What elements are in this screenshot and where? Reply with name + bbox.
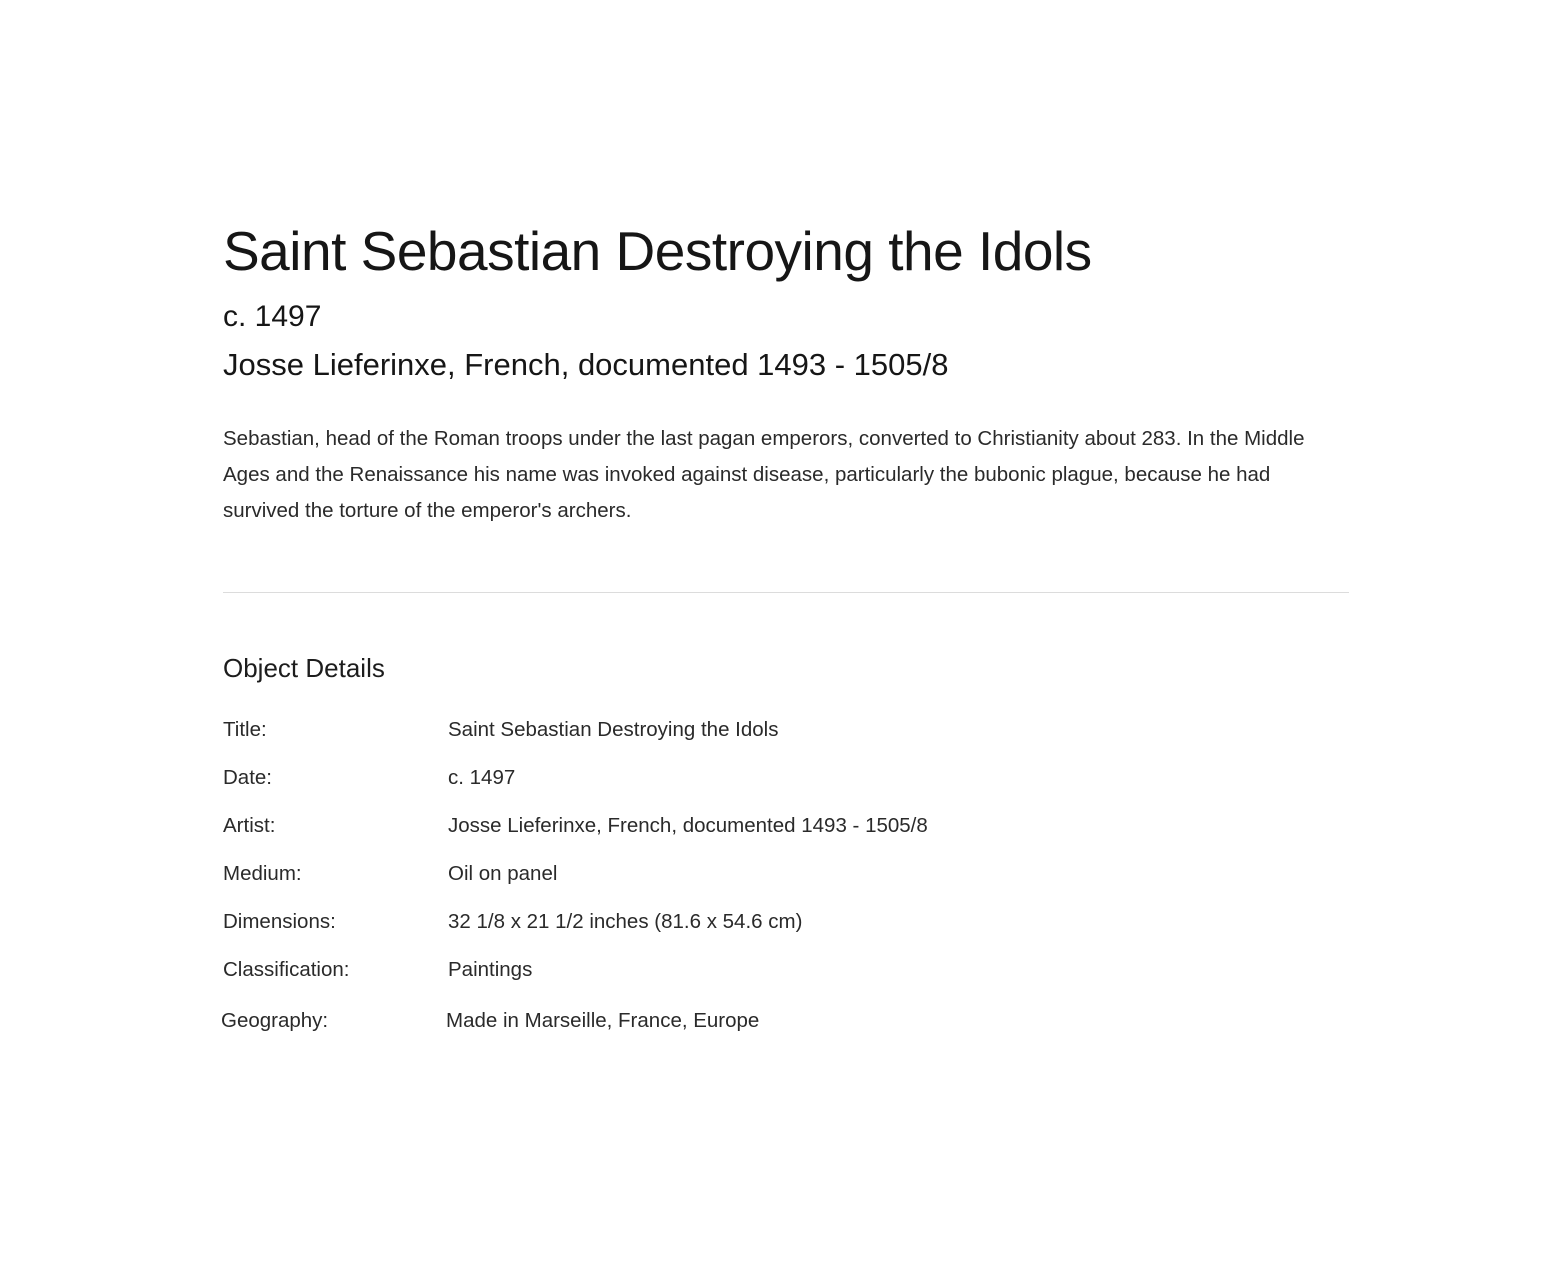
page-title: Saint Sebastian Destroying the Idols [223,220,1092,282]
artwork-page [221,215,1349,1032]
artwork-date: c. 1497 [223,300,322,333]
detail-value: Made in Marseille, France, Europe [446,1009,760,1032]
detail-row-classification [223,952,1349,1000]
detail-row-date [223,760,1349,808]
detail-label: Dimensions: [223,910,336,933]
detail-label: Title: [223,718,267,741]
detail-row-artist [223,808,1349,856]
detail-label: Geography: [221,1009,329,1032]
detail-label: Classification: [223,958,350,981]
detail-label: Date: [223,766,272,789]
artwork-description: Sebastian, head of the Roman troops under the last pagan emperors, converted to Christianity about 283. In the Middle Ages and the Renaissance his name was invoked against disease, particularly the bubonic plague, because he had survived the torture of the emperor's archers. [223,427,1305,522]
detail-row-title [223,712,1349,760]
object-details-list [223,712,1349,1051]
detail-value: c. 1497 [448,766,516,789]
detail-value: Saint Sebastian Destroying the Idols [448,718,779,741]
detail-row-medium [223,856,1349,904]
detail-row-geography [221,1003,1349,1051]
detail-value: Oil on panel [448,862,558,885]
detail-label: Artist: [223,814,276,837]
object-details-heading: Object Details [223,653,385,683]
detail-row-dimensions [223,904,1349,952]
detail-value: Josse Lieferinxe, French, documented 1493 - 1505/8 [448,814,928,837]
detail-value: Paintings [448,958,533,981]
artwork-artist: Josse Lieferinxe, French, documented 1493 - 1505/8 [223,347,949,382]
detail-value: 32 1/8 x 21 1/2 inches (81.6 x 54.6 cm) [448,910,803,933]
section-divider [223,592,1349,593]
detail-label: Medium: [223,862,302,885]
